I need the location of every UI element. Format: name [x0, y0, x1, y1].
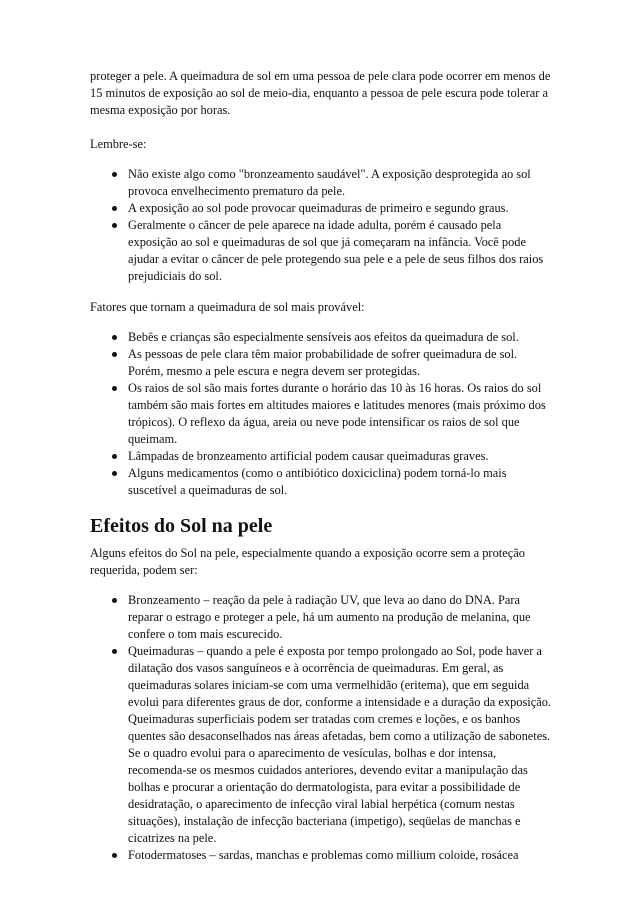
list-item — [90, 847, 552, 864]
bullet-icon — [112, 206, 117, 211]
list-item — [90, 200, 552, 217]
list-item-text: Queimaduras – quando a pele é exposta por tempo prolongado ao Sol, pode haver a dilatação dos vasos sanguíneos e à ocorrência de queimaduras. Em geral, as queimaduras solares iniciam-se com uma vermelhidão (eritema), que em seguida evolui para diferentes graus de dor, conforme a intensidade e a duração da exposição. Queimaduras superficiais podem ser tratadas com cremes e loções, e os banhos quentes são desaconselhados nas áreas afetadas, bem como a utilização de sabonetes. Se o quadro evolui para o aparecimento de vesículas, bolhas e dor intensa, recomenda-se os mesmos cuidados anteriores, devendo evitar a manipulação das bolhas e procurar a orientação do dermatologista, para evitar a possibilidade de desidratação, o aparecimento de infecção viral labial herpética (comum nestas situações), instalação de infecção bacteriana (impetigo), seqüelas de manchas e cicatrizes na pele. — [128, 644, 552, 845]
list-item-text: Alguns medicamentos (como o antibiótico doxiciclina) podem torná-lo mais suscetível a queimaduras de sol. — [128, 466, 507, 497]
list-item — [90, 592, 552, 643]
list-item — [90, 329, 552, 346]
list-item-text: Geralmente o câncer de pele aparece na idade adulta, porém é causado pela exposição ao sol e queimaduras de sol que já começaram na infância. Você pode ajudar a evitar o câncer de pele protegendo sua pele e a pele de seus filhos dos raios prejudiciais do sol. — [128, 218, 544, 283]
list-item — [90, 166, 552, 200]
intro-paragraph: proteger a pele. A queimadura de sol em uma pessoa de pele clara pode ocorrer em menos de 15 minutos de exposição ao sol de meio-dia, enquanto a pessoa de pele escura pode tolerar a mesma exposição por horas. — [90, 69, 551, 117]
section-heading: Efeitos do Sol na pele — [90, 515, 273, 537]
effects-intro: Alguns efeitos do Sol na pele, especialmente quando a exposição ocorre sem a proteção requerida, podem ser: — [90, 546, 525, 577]
bullet-icon — [112, 335, 117, 340]
list-item-text: Os raios de sol são mais fortes durante o horário das 10 às 16 horas. Os raios do sol também são mais fortes em altitudes maiores e latitudes menores (mais próximo dos trópicos). O reflexo da água, areia ou neve pode intensificar os raios de sol que queimam. — [128, 381, 546, 446]
list-item — [90, 465, 552, 499]
factors-list — [90, 329, 552, 499]
remember-label: Lembre-se: — [90, 137, 147, 151]
list-item-text: Não existe algo como "bronzeamento saudável". A exposição desprotegida ao sol provoca envelhecimento prematuro da pele. — [128, 167, 531, 198]
list-item — [90, 346, 552, 380]
bullet-icon — [112, 223, 117, 228]
bullet-icon — [112, 386, 117, 391]
list-item — [90, 448, 552, 465]
list-item-text: Lâmpadas de bronzeamento artificial podem causar queimaduras graves. — [128, 449, 489, 463]
bullet-icon — [112, 454, 117, 459]
bullet-icon — [112, 853, 117, 858]
bullet-icon — [112, 352, 117, 357]
document-page — [90, 68, 552, 878]
list-item-text: Bronzeamento – reação da pele à radiação UV, que leva ao dano do DNA. Para reparar o estrago e proteger a pele, há um aumento na produção de melanina, que confere o tom mais escurecido. — [128, 593, 531, 641]
list-item-text: Fotodermatoses – sardas, manchas e problemas como millium coloide, rosácea — [128, 848, 519, 862]
bullet-icon — [112, 172, 117, 177]
list-item — [90, 380, 552, 448]
factors-label: Fatores que tornam a queimadura de sol mais provável: — [90, 300, 365, 314]
bullet-icon — [112, 649, 117, 654]
bullet-icon — [112, 471, 117, 476]
list-item — [90, 217, 552, 285]
list-item — [90, 643, 552, 847]
effects-list — [90, 592, 552, 864]
list-item-text: A exposição ao sol pode provocar queimaduras de primeiro e segundo graus. — [128, 201, 509, 215]
list-item-text: Bebês e crianças são especialmente sensíveis aos efeitos da queimadura de sol. — [128, 330, 519, 344]
bullet-icon — [112, 598, 117, 603]
remember-list — [90, 166, 552, 285]
list-item-text: As pessoas de pele clara têm maior probabilidade de sofrer queimadura de sol. Porém, mesmo a pele escura e negra devem ser protegidas. — [128, 347, 518, 378]
